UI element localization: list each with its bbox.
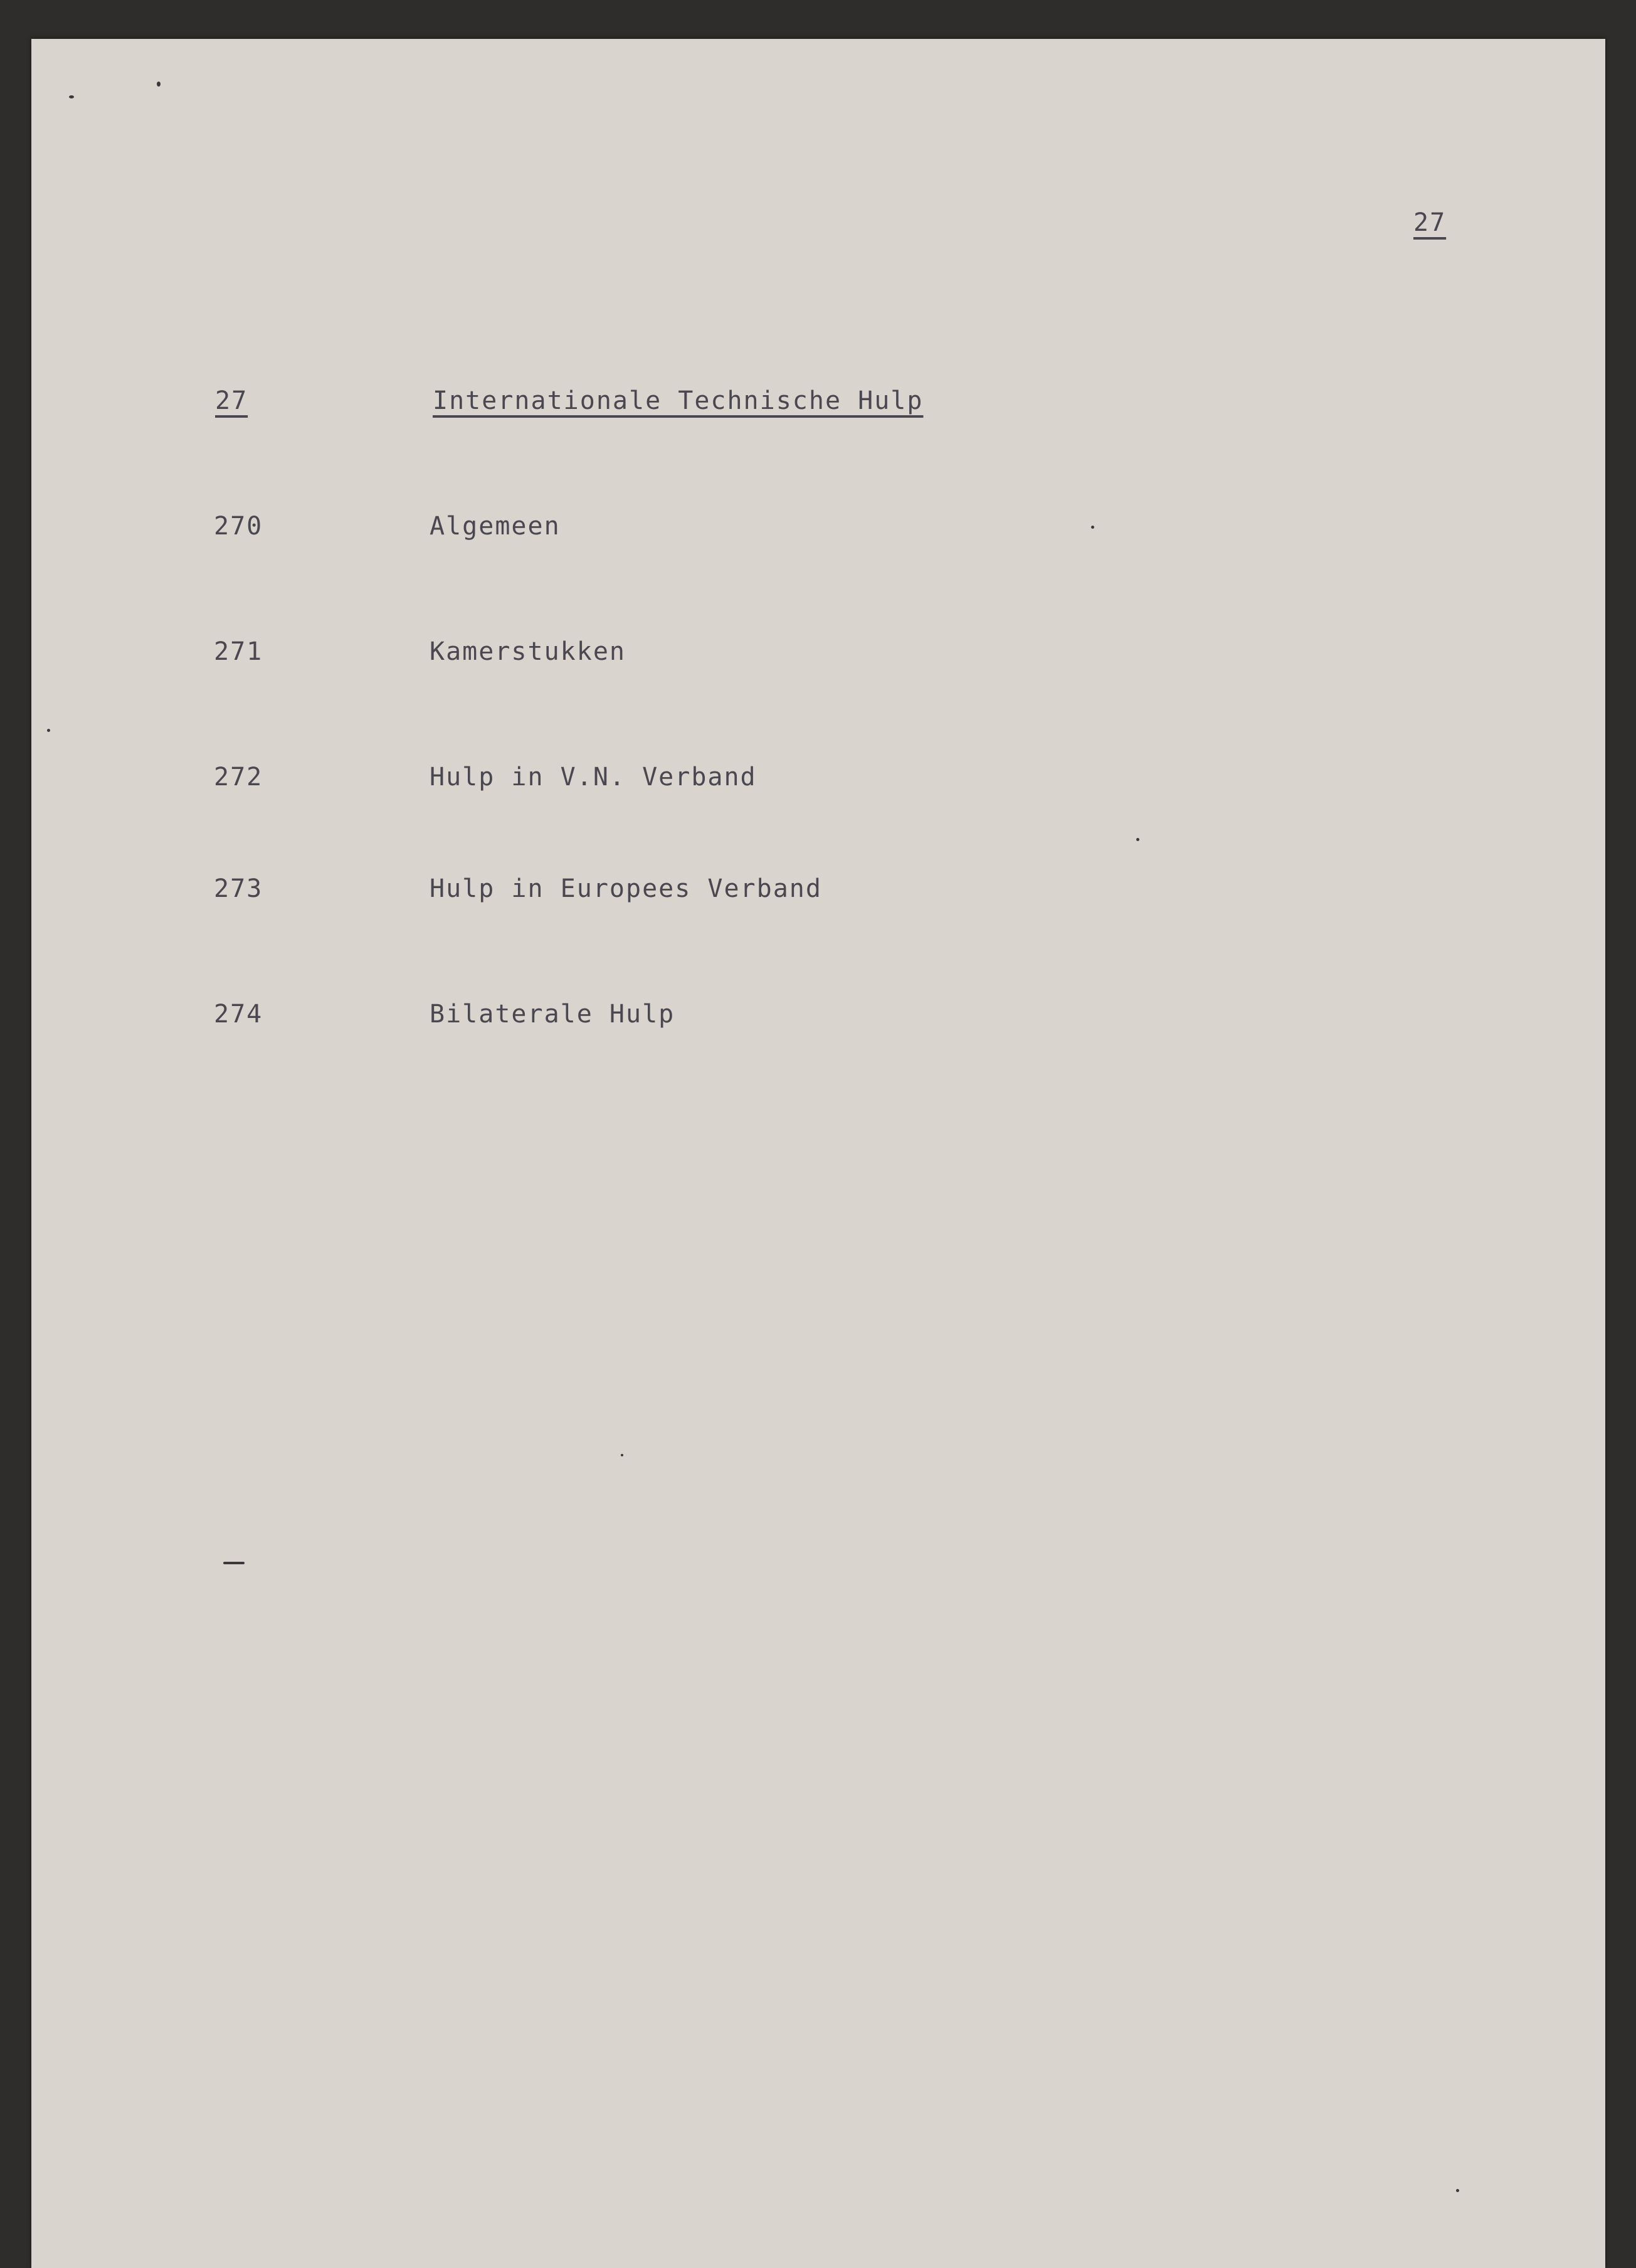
entry-number: 272 — [214, 763, 263, 792]
section-title: Internationale Technische Hulp — [433, 386, 924, 415]
entry-number: 270 — [214, 512, 263, 541]
entry-number: 271 — [214, 637, 263, 666]
page-number: 27 — [1413, 208, 1447, 237]
entry-title: Algemeen — [430, 512, 561, 541]
entry-title: Hulp in V.N. Verband — [430, 763, 757, 792]
paper-speck — [223, 1562, 245, 1564]
paper-speck — [1091, 526, 1094, 529]
paper-speck — [69, 95, 74, 98]
paper-speck — [621, 1454, 623, 1456]
paper-speck — [1136, 838, 1139, 841]
entry-title: Bilaterale Hulp — [430, 1000, 675, 1029]
entry-number: 274 — [214, 1000, 263, 1029]
entry-title: Hulp in Europees Verband — [430, 874, 822, 903]
document-page — [31, 39, 1605, 2268]
entry-title: Kamerstukken — [430, 637, 626, 666]
paper-speck — [47, 729, 50, 732]
paper-speck — [1456, 2189, 1459, 2192]
section-number: 27 — [215, 386, 248, 415]
paper-speck — [157, 82, 161, 87]
entry-number: 273 — [214, 874, 263, 903]
